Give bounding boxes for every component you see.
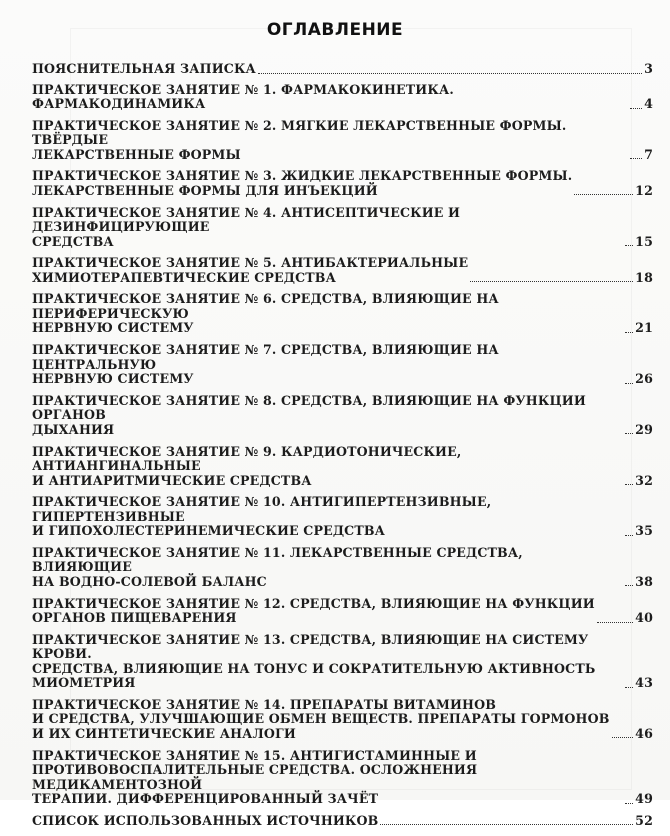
toc-page-number: 7 <box>644 146 653 162</box>
dot-leader <box>630 108 642 109</box>
toc-page-number: 21 <box>635 320 653 336</box>
toc-entry-title: ПРАКТИЧЕСКОЕ ЗАНЯТИЕ № 10. АНТИГИПЕРТЕНЗИВНЫЕ, ГИПЕРТЕНЗИВНЫЕ И ГИПОХОЛЕСТЕРИНЕМИЧЕСКИЕ СРЕДСТВА <box>32 494 492 539</box>
toc-entry <box>32 292 653 336</box>
dot-leader <box>625 332 633 333</box>
toc-entry-title: ПРАКТИЧЕСКОЕ ЗАНЯТИЕ № 11. ЛЕКАРСТВЕННЫЕ СРЕДСТВА, ВЛИЯЮЩИЕ НА ВОДНО-СОЛЕВОЙ БАЛАНС <box>32 544 523 589</box>
dot-leader <box>380 824 633 825</box>
toc-entry <box>32 169 653 198</box>
toc-entry <box>32 597 653 626</box>
dot-leader <box>625 383 633 384</box>
page-title: ОГЛАВЛЕНИЕ <box>266 20 404 40</box>
dot-leader <box>574 194 633 195</box>
dot-leader <box>630 158 642 159</box>
dot-leader <box>625 803 633 804</box>
toc-entry <box>32 394 653 438</box>
toc-entry-title: ПОЯСНИТЕЛЬНАЯ ЗАПИСКА <box>32 61 256 76</box>
dot-leader <box>625 433 633 434</box>
toc-entry-title: ПРАКТИЧЕСКОЕ ЗАНЯТИЕ № 15. АНТИГИСТАМИННЫЕ И ПРОТИВОВОСПАЛИТЕЛЬНЫЕ СРЕДСТВА. ОСЛОЖНЕНИЯ МЕДИКАМЕНТОЗНОЙ ТЕРАПИИ. ДИФФЕРЕНЦИРОВАННЫЙ ЗАЧЁТ <box>32 747 478 807</box>
toc-entry-title: ПРАКТИЧЕСКОЕ ЗАНЯТИЕ № 14. ПРЕПАРАТЫ ВИТАМИНОВ И СРЕДСТВА, УЛУЧШАЮЩИЕ ОБМЕН ВЕЩЕСТВ. ПРЕПАРАТЫ ГОРМОНОВ И ИХ СИНТЕТИЧЕСКИЕ АНАЛОГИ <box>32 696 610 741</box>
toc-page-number: 12 <box>635 182 653 198</box>
toc-page-number: 49 <box>635 791 653 807</box>
toc-entry <box>32 83 653 112</box>
toc-entry <box>32 206 653 250</box>
toc-entry <box>32 119 653 163</box>
toc-entry <box>32 546 653 590</box>
dot-leader <box>470 281 633 282</box>
toc-page-number: 46 <box>635 725 653 741</box>
toc-page-number: 43 <box>635 675 653 691</box>
toc-page-number: 35 <box>635 523 653 539</box>
toc-page-number: 32 <box>635 472 653 488</box>
toc-entry-title: ПРАКТИЧЕСКОЕ ЗАНЯТИЕ № 1. ФАРМАКОКИНЕТИКА. ФАРМАКОДИНАМИКА <box>32 81 454 111</box>
toc-page-number: 18 <box>635 269 653 285</box>
toc-entry <box>32 495 653 539</box>
dot-leader <box>625 245 633 246</box>
toc-entry <box>32 814 653 829</box>
toc-page-number: 4 <box>644 96 653 111</box>
toc-entry-title: ПРАКТИЧЕСКОЕ ЗАНЯТИЕ № 2. МЯГКИЕ ЛЕКАРСТВЕННЫЕ ФОРМЫ. ТВЁРДЫЕ ЛЕКАРСТВЕННЫЕ ФОРМЫ <box>32 117 567 162</box>
toc-entry-title: ПРАКТИЧЕСКОЕ ЗАНЯТИЕ № 8. СРЕДСТВА, ВЛИЯЮЩИЕ НА ФУНКЦИИ ОРГАНОВ ДЫХАНИЯ <box>32 392 586 437</box>
dot-leader <box>258 73 642 74</box>
toc-page-number: 26 <box>635 371 653 387</box>
dot-leader <box>597 622 633 623</box>
toc-page-number: 15 <box>635 233 653 249</box>
toc-entry <box>32 698 653 742</box>
dot-leader <box>612 737 634 738</box>
toc-entry-title: СПИСОК ИСПОЛЬЗОВАННЫХ ИСТОЧНИКОВ <box>32 812 379 828</box>
toc-entry-title: ПРАКТИЧЕСКОЕ ЗАНЯТИЕ № 5. АНТИБАКТЕРИАЛЬНЫЕ ХИМИОТЕРАПЕВТИЧЕСКИЕ СРЕДСТВА <box>32 255 469 285</box>
table-of-contents <box>32 62 653 836</box>
toc-entry <box>32 749 653 807</box>
toc-page-number: 40 <box>635 610 653 626</box>
toc-entry <box>32 445 653 489</box>
toc-page-number: 38 <box>635 573 653 589</box>
toc-page-number: 29 <box>635 421 653 437</box>
toc-entry-title: ПРАКТИЧЕСКОЕ ЗАНЯТИЕ № 13. СРЕДСТВА, ВЛИЯЮЩИЕ НА СИСТЕМУ КРОВИ. СРЕДСТВА, ВЛИЯЮЩИЕ НА ТОНУС И СОКРАТИТЕЛЬНУЮ АКТИВНОСТЬ МИОМЕТРИЯ <box>32 631 596 691</box>
dot-leader <box>625 484 633 485</box>
toc-entry-title: ПРАКТИЧЕСКОЕ ЗАНЯТИЕ № 12. СРЕДСТВА, ВЛИЯЮЩИЕ НА ФУНКЦИИ ОРГАНОВ ПИЩЕВАРЕНИЯ <box>32 595 595 626</box>
toc-entry-title: ПРАКТИЧЕСКОЕ ЗАНЯТИЕ № 7. СРЕДСТВА, ВЛИЯЮЩИЕ НА ЦЕНТРАЛЬНУЮ НЕРВНУЮ СИСТЕМУ <box>32 342 499 387</box>
toc-entry <box>32 62 653 77</box>
dot-leader <box>625 687 633 688</box>
toc-entry <box>32 343 653 387</box>
toc-page-number: 52 <box>635 812 653 828</box>
toc-page-number: 3 <box>644 61 653 76</box>
dot-leader <box>625 535 633 536</box>
toc-entry-title: ПРАКТИЧЕСКОЕ ЗАНЯТИЕ № 9. КАРДИОТОНИЧЕСКИЕ, АНТИАНГИНАЛЬНЫЕ И АНТИАРИТМИЧЕСКИЕ СРЕДСТВА <box>32 443 462 488</box>
toc-entry <box>32 256 653 285</box>
toc-entry <box>32 633 653 691</box>
dot-leader <box>625 585 633 586</box>
toc-entry-title: ПРАКТИЧЕСКОЕ ЗАНЯТИЕ № 4. АНТИСЕПТИЧЕСКИЕ И ДЕЗИНФИЦИРУЮЩИЕ СРЕДСТВА <box>32 204 461 249</box>
toc-entry-title: ПРАКТИЧЕСКОЕ ЗАНЯТИЕ № 6. СРЕДСТВА, ВЛИЯЮЩИЕ НА ПЕРИФЕРИЧЕСКУЮ НЕРВНУЮ СИСТЕМУ <box>32 291 499 336</box>
toc-entry-title: ПРАКТИЧЕСКОЕ ЗАНЯТИЕ № 3. ЖИДКИЕ ЛЕКАРСТВЕННЫЕ ФОРМЫ. ЛЕКАРСТВЕННЫЕ ФОРМЫ ДЛЯ ИНЪЕКЦИЙ <box>32 168 573 198</box>
